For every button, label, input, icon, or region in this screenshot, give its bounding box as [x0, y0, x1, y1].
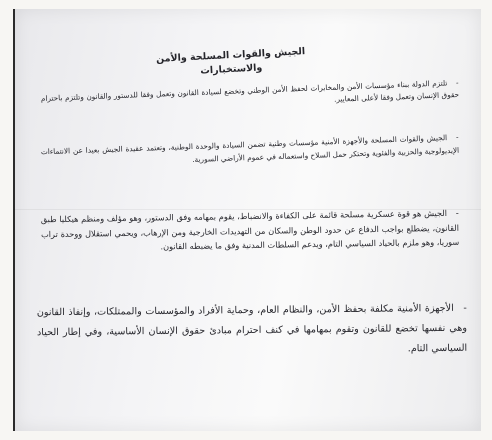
paragraph-security-institutions — [41, 77, 460, 117]
paragraph-text: الجيش والقوات المسلحة والأجهزة الأمنية مؤسسات وطنية تضمن السيادة والوحدة الوطنية، وتعتمد عقيدة الجيش بعيدا عن الانتماءات الإيديولوجية والحزبية والفئوية وتحتكر حمل السلاح واستعماله في عموم الأراضي السورية. — [40, 133, 460, 164]
paragraph-text: الجيش هو قوة عسكرية مسلحة قائمة على الكفاءة والانضباط، يقوم بمهامه وفق الدستور، وهو مؤلف ومنظم هيكليا طبق القانون، يضطلع بواجب الدفاع عن حدود الوطن والسكان من التهديدات الخارجية ومن الإرهاب، ويحمي استقلال ووحدة تراب سوريا، وهو ملزم بالحياد السياسي التام، ويدعم السلطات المدنية وفق ما يضبطه القانون. — [40, 207, 460, 252]
paragraph-bullet: - — [455, 77, 459, 88]
paragraph-national-institutions — [41, 132, 460, 172]
document-title: الجيش والقوات المسلحة والأمن والاستخبارات — [155, 46, 306, 77]
paragraph-army-definition — [41, 206, 460, 256]
paragraph-security-agencies — [37, 299, 468, 363]
paper-sheet — [13, 9, 481, 431]
paragraph-text: الأجهزة الأمنية مكلفة بحفظ الأمن، والنظام العام، وحماية الأفراد والمؤسسات والممتلكات، وإنفاذ القانون وهي نفسها تخضع للقانون وتقوم بمهامها في كنف احترام مبادئ حقوق الإنسان الأساسية، وفي إطار الحياد السياسي التام. — [36, 302, 468, 355]
paragraph-bullet: - — [463, 302, 467, 314]
paragraph-bullet: - — [455, 132, 459, 142]
paragraph-bullet: - — [455, 207, 459, 218]
paragraph-text: تلتزم الدولة ببناء مؤسسات الأمن والمخابرات لحفظ الأمن الوطني وتخضع لسيادة القانون وتعمل وفقا للدستور والقانون وتلتزم باحترام حقوق الإنسان وتعمل وفقا لأعلى المعايير. — [40, 78, 460, 104]
